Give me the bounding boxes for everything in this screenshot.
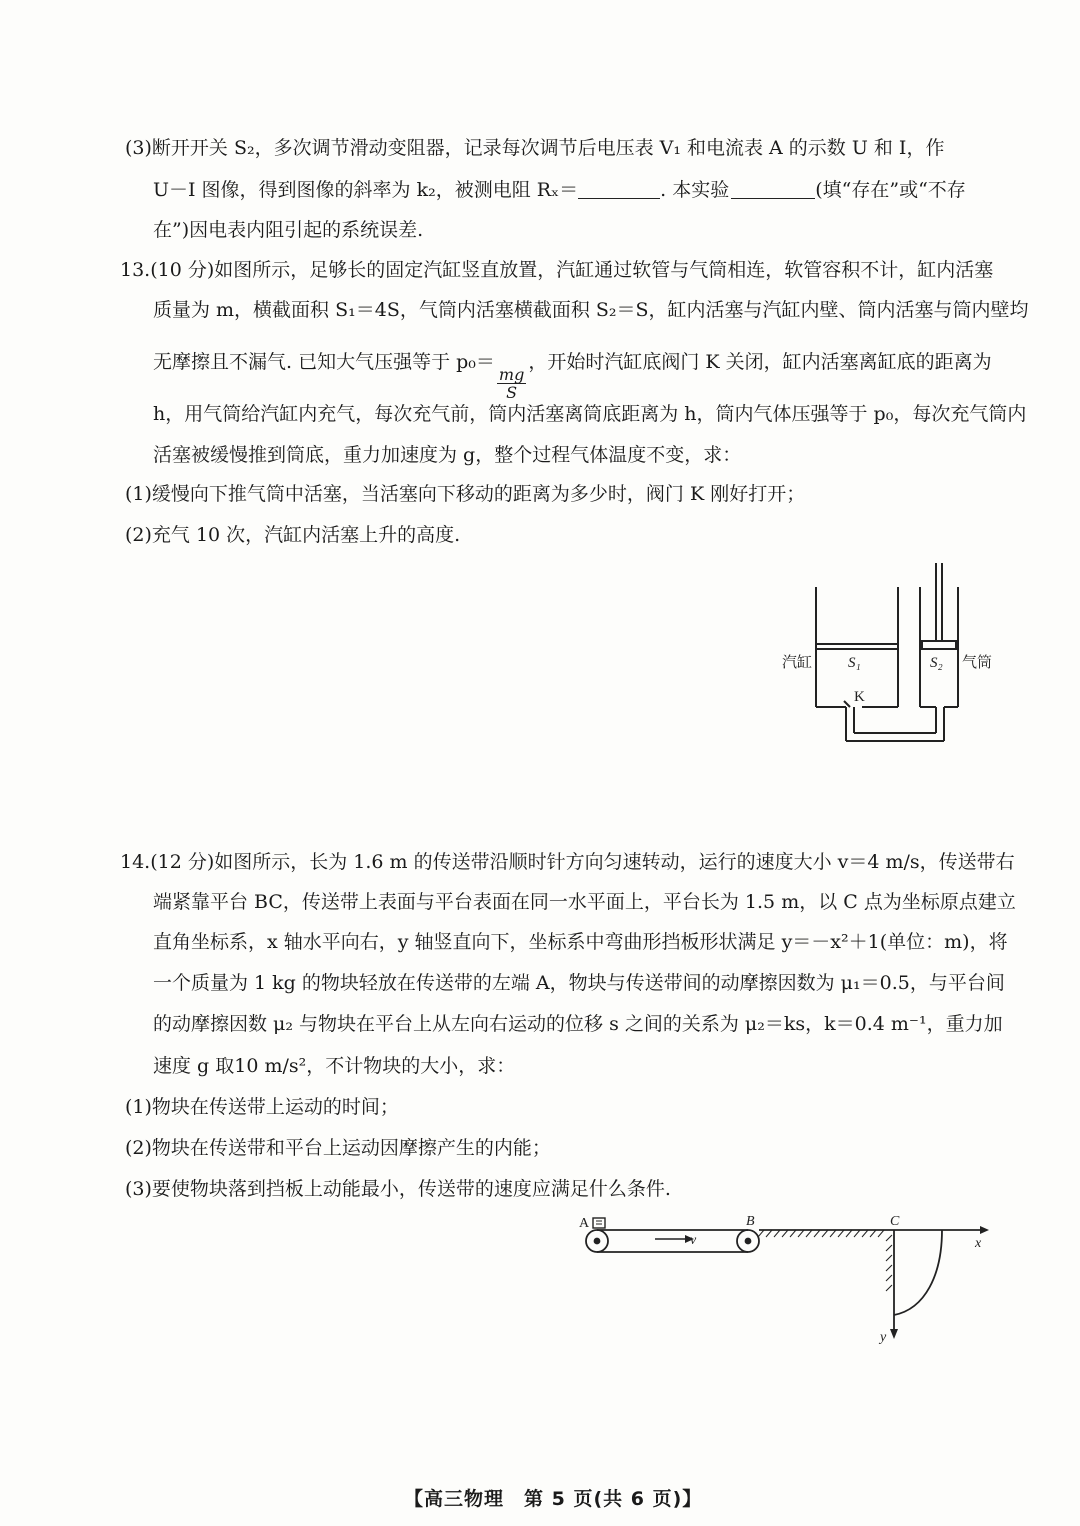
label-c: C [890, 1214, 900, 1229]
label-pump: 气筒 [962, 655, 993, 671]
label-v: v [690, 1233, 697, 1248]
q14-sub3: (3)要使物块落到挡板上动能最小，传送带的速度应满足什么条件. [125, 1178, 671, 1200]
q12-part3-text-a: U－I 图像，得到图像的斜率为 k₂，被测电阻 Rₓ＝ [153, 179, 579, 201]
answer-blank-error[interactable] [731, 180, 815, 199]
conveyor-belt-figure [570, 1205, 1000, 1355]
label-y: y [880, 1330, 887, 1345]
q14-line6: 速度 g 取10 m/s²，不计物块的大小，求： [153, 1055, 516, 1077]
q13-sub1: (1)缓慢向下推气筒中活塞，当活塞向下移动的距离为多少时，阀门 K 刚好打开； [125, 483, 806, 505]
label-k: K [854, 689, 865, 705]
label-s1: S₁ [848, 655, 861, 671]
q13-line5: 活塞被缓慢推到筒底，重力加速度为 g，整个过程气体温度不变，求： [153, 444, 742, 466]
q13-line3 [153, 350, 992, 401]
q14-line2: 端紧靠平台 BC，传送带上表面与平台表面在同一水平面上，平台长为 1.5 m，以 C 点为坐标原点建立 [153, 891, 1016, 913]
label-b: B [746, 1214, 755, 1229]
answer-blank-rx[interactable] [578, 180, 660, 199]
fraction-mg-over-s [497, 366, 526, 401]
q12-part3-line2 [153, 178, 966, 202]
q12-part3-text-b: . 本实验 [660, 179, 730, 201]
q14-line3: 直角坐标系，x 轴水平向右，y 轴竖直向下，坐标系中弯曲形挡板形状满足 y＝－x²＋1(单位：m)，将 [153, 931, 1008, 953]
q14-sub2: (2)物块在传送带和平台上运动因摩擦产生的内能； [125, 1137, 551, 1159]
gas-cylinder-figure [770, 555, 1010, 755]
label-a: A [579, 1216, 590, 1231]
label-x: x [975, 1236, 982, 1251]
q14-sub1: (1)物块在传送带上运动的时间； [125, 1096, 399, 1118]
label-cylinder: 汽缸 [782, 655, 813, 671]
q12-part3-text-c: (填“存在”或“不存 [815, 179, 966, 201]
q12-part3-line1: (3)断开开关 S₂，多次调节滑动变阻器，记录每次调节后电压表 V₁ 和电流表 A 的示数 U 和 I，作 [125, 137, 945, 159]
fraction-numerator: mg [498, 365, 525, 384]
q13-line1: 13.(10 分)如图所示，足够长的固定汽缸竖直放置，汽缸通过软管与气筒相连，软管容积不计，缸内活塞 [120, 259, 994, 281]
q13-line3-a: 无摩擦且不漏气. 已知大气压强等于 p₀＝ [153, 351, 495, 373]
q13-sub2: (2)充气 10 次，汽缸内活塞上升的高度. [125, 524, 461, 546]
q14-line5: 的动摩擦因数 μ₂ 与物块在平台上从左向右运动的位移 s 之间的关系为 μ₂＝ks，k＝0.4 m⁻¹，重力加 [153, 1013, 1003, 1035]
fraction-denominator: S [506, 383, 518, 402]
q12-part3-line3: 在”)因电表内阻引起的系统误差. [153, 219, 424, 241]
q14-line1: 14.(12 分)如图所示，长为 1.6 m 的传送带沿顺时针方向匀速转动，运行的速度大小 v＝4 m/s，传送带右 [120, 851, 1015, 873]
q14-line4: 一个质量为 1 kg 的物块轻放在传送带的左端 A，物块与传送带间的动摩擦因数为 μ₁＝0.5，与平台间 [153, 972, 1005, 994]
page-footer: 【高三物理 第 5 页(共 6 页)】 [404, 1488, 703, 1510]
q13-line4: h，用气筒给汽缸内充气，每次充气前，筒内活塞离筒底距离为 h，筒内气体压强等于 p₀，每次充气筒内 [153, 403, 1027, 425]
q13-line2: 质量为 m，横截面积 S₁＝4S，气筒内活塞横截面积 S₂＝S，缸内活塞与汽缸内壁、筒内活塞与筒内壁均 [153, 299, 1029, 321]
q13-line3-b: ，开始时汽缸底阀门 K 关闭，缸内活塞离缸底的距离为 [528, 351, 992, 373]
label-s2: S₂ [930, 655, 943, 671]
